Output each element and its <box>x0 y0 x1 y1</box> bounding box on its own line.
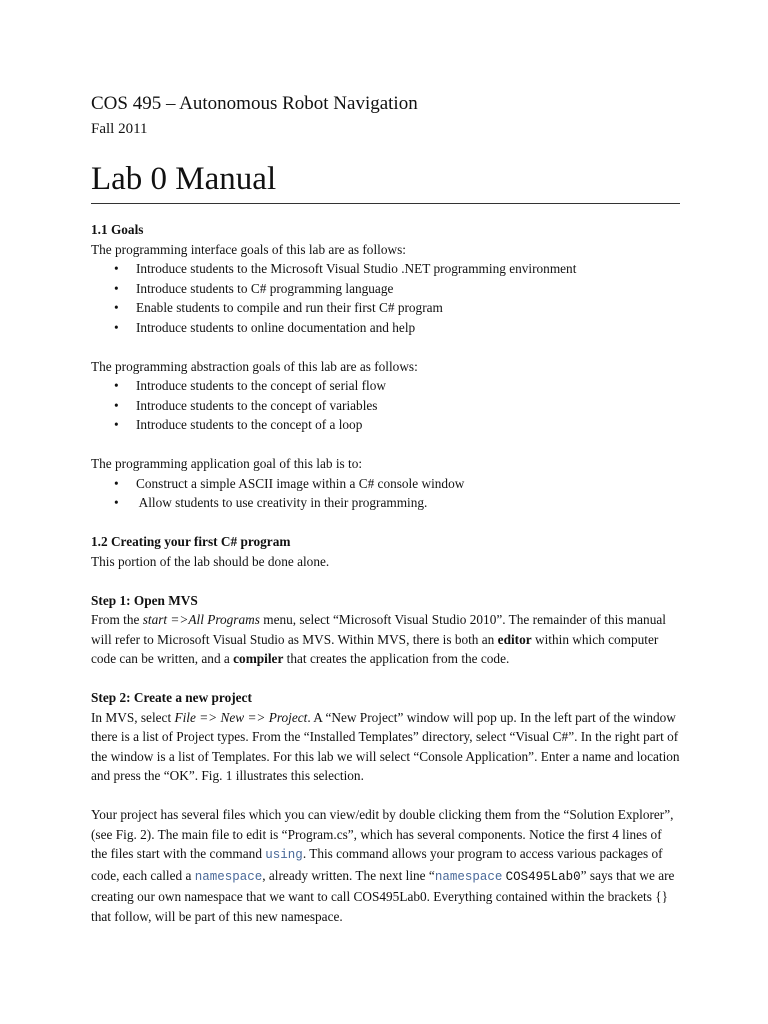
term-label: Fall 2011 <box>91 121 148 137</box>
bullet-icon: • <box>114 475 119 491</box>
list-item: • Introduce students to the concept of a loop <box>91 415 681 435</box>
bullet-icon: • <box>114 397 119 413</box>
bullet-icon: • <box>114 417 119 432</box>
code-namespace-keyword: namespace <box>434 869 503 884</box>
solution-explorer-paragraph: Your project has several files which you can view/edit by double clicking them from the “Solution Explorer”, (see Fig. 2). The main file to edit is “Program.cs”, which has several components. Notice the first 4 lines of the files start with the command using. This command allows your program to access various packages of code, each called a namespace, already written. The next line “namespace COS495Lab0” says that we are creating our own namespace that we want to call COS495Lab0. Everything contained within the brackets {} that follow, will be part of this new namespace. <box>91 807 675 924</box>
list-item: • Introduce students to the Microsoft Visual Studio .NET programming environment <box>91 259 681 279</box>
abstraction-goals-list <box>91 376 681 435</box>
list-item: • Introduce students to the concept of serial flow <box>91 376 681 396</box>
list-item: • Introduce students to online documentation and help <box>91 318 681 338</box>
course-title: COS 495 – Autonomous Robot Navigation <box>91 93 418 114</box>
application-goals-list <box>91 474 681 513</box>
list-item: • Enable students to compile and run their first C# program <box>91 298 681 318</box>
bullet-icon: • <box>114 319 119 335</box>
bullet-icon: • <box>114 378 119 393</box>
bullet-icon: • <box>114 280 119 296</box>
application-intro: The programming application goal of this lab is to: <box>91 456 363 471</box>
bullet-icon: • <box>114 495 119 510</box>
bullet-icon: • <box>114 261 119 276</box>
list-item: • Introduce students to C# programming language <box>91 279 681 299</box>
list-item: • Introduce students to the concept of variables <box>91 396 681 416</box>
code-namespace-name: COS495Lab0 <box>505 869 581 884</box>
interface-intro: The programming interface goals of this lab are as follows: <box>91 241 406 257</box>
page-title: Lab 0 Manual <box>91 161 277 197</box>
bullet-icon: • <box>114 300 119 315</box>
goals-heading: 1.1 Goals <box>91 222 144 237</box>
abstraction-intro: The programming abstraction goals of this lab are as follows: <box>91 358 418 374</box>
interface-goals-list <box>91 259 681 337</box>
step2-paragraph: In MVS, select File => New => Project. A “New Project” window will pop up. In the left part of the window there is a list of Project types. From the “Installed Templates” directory, select “Visual C#”. In the right part of the window is a list of Templates. For this lab we will select “Console Application”. Enter a name and location and press the “OK”. Fig. 1 illustrates this selection. <box>91 709 680 783</box>
code-using: using <box>265 848 303 862</box>
document-body <box>91 220 681 926</box>
list-item: • Allow students to use creativity in their programming. <box>91 493 681 513</box>
code-namespace: namespace <box>194 869 263 884</box>
list-item: • Construct a simple ASCII image within a C# console window <box>91 474 681 494</box>
step1-heading: Step 1: Open MVS <box>91 592 198 608</box>
step1-paragraph: From the start =>All Programs menu, select “Microsoft Visual Studio 2010”. The remainder of this manual will refer to Microsoft Visual Studio as MVS. Within MVS, there is both an editor within which computer code can be written, and a compiler that creates the application from the code. <box>91 612 666 666</box>
title-divider <box>91 203 680 204</box>
step2-heading: Step 2: Create a new project <box>91 690 252 705</box>
section2-heading: 1.2 Creating your first C# program <box>91 534 291 549</box>
section2-intro: This portion of the lab should be done alone. <box>91 553 330 569</box>
